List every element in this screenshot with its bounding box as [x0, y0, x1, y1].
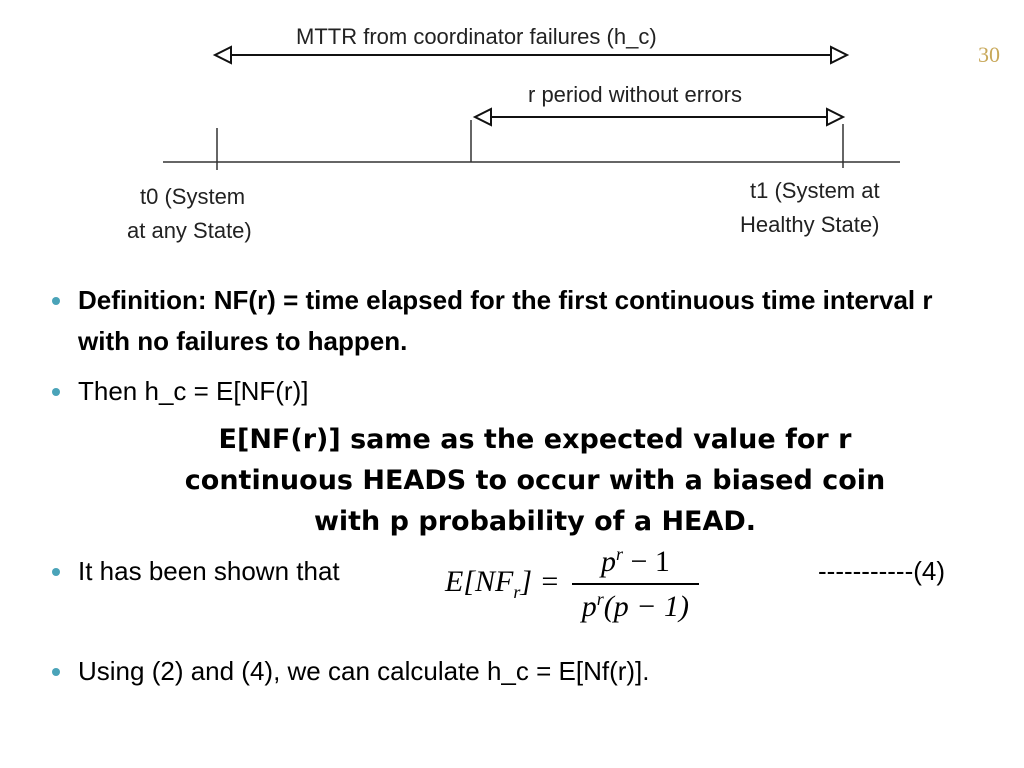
equation-reference: -----------(4)	[818, 556, 946, 586]
t0-label-line1: t0 (System	[140, 184, 246, 209]
formula-4	[445, 546, 699, 622]
then-text: Then h_c = E[NF(r)]	[78, 376, 309, 406]
bullet-dot	[52, 297, 60, 305]
t1-label-line2: Healthy State)	[740, 212, 880, 237]
emphasis-line-1: E[NF(r)] same as the expected value for r	[218, 424, 852, 455]
t1-label-line1: t1 (System at	[750, 178, 880, 203]
mttr-arrow-left-head	[215, 47, 231, 63]
bullet-dot	[52, 388, 60, 396]
formula-fraction	[572, 544, 699, 624]
mttr-arrow-right-head	[831, 47, 847, 63]
r-arrow-left-head	[475, 109, 491, 125]
r-period-label: r period without errors	[528, 82, 742, 107]
t0-label-line2: at any State)	[127, 218, 252, 243]
emphasis-line-3: with p probability of a HEAD.	[313, 506, 757, 537]
emphasis-line-2: continuous HEADS to occur with a biased coin	[184, 465, 886, 496]
formula-numerator: $p^r - 1$	[600, 544, 670, 578]
emphasis-block	[90, 419, 980, 542]
r-arrow-right-head	[827, 109, 843, 125]
shown-text: It has been shown that	[78, 556, 340, 586]
formula-denominator: $p^r(p - 1)$	[581, 589, 690, 623]
bullet-dot	[52, 568, 60, 576]
bullet-dot	[52, 668, 60, 676]
timeline-diagram	[0, 0, 1024, 260]
formula-lhs: $E[NF_r]$ =	[445, 565, 560, 602]
mttr-label: MTTR from coordinator failures (h_c)	[296, 24, 657, 49]
page-number: 30	[978, 42, 1000, 67]
definition-text: Definition: NF(r) = time elapsed for the first continuous time interval r with no failures to happen.	[78, 285, 933, 356]
using-text: Using (2) and (4), we can calculate h_c = E[Nf(r)].	[78, 656, 650, 686]
